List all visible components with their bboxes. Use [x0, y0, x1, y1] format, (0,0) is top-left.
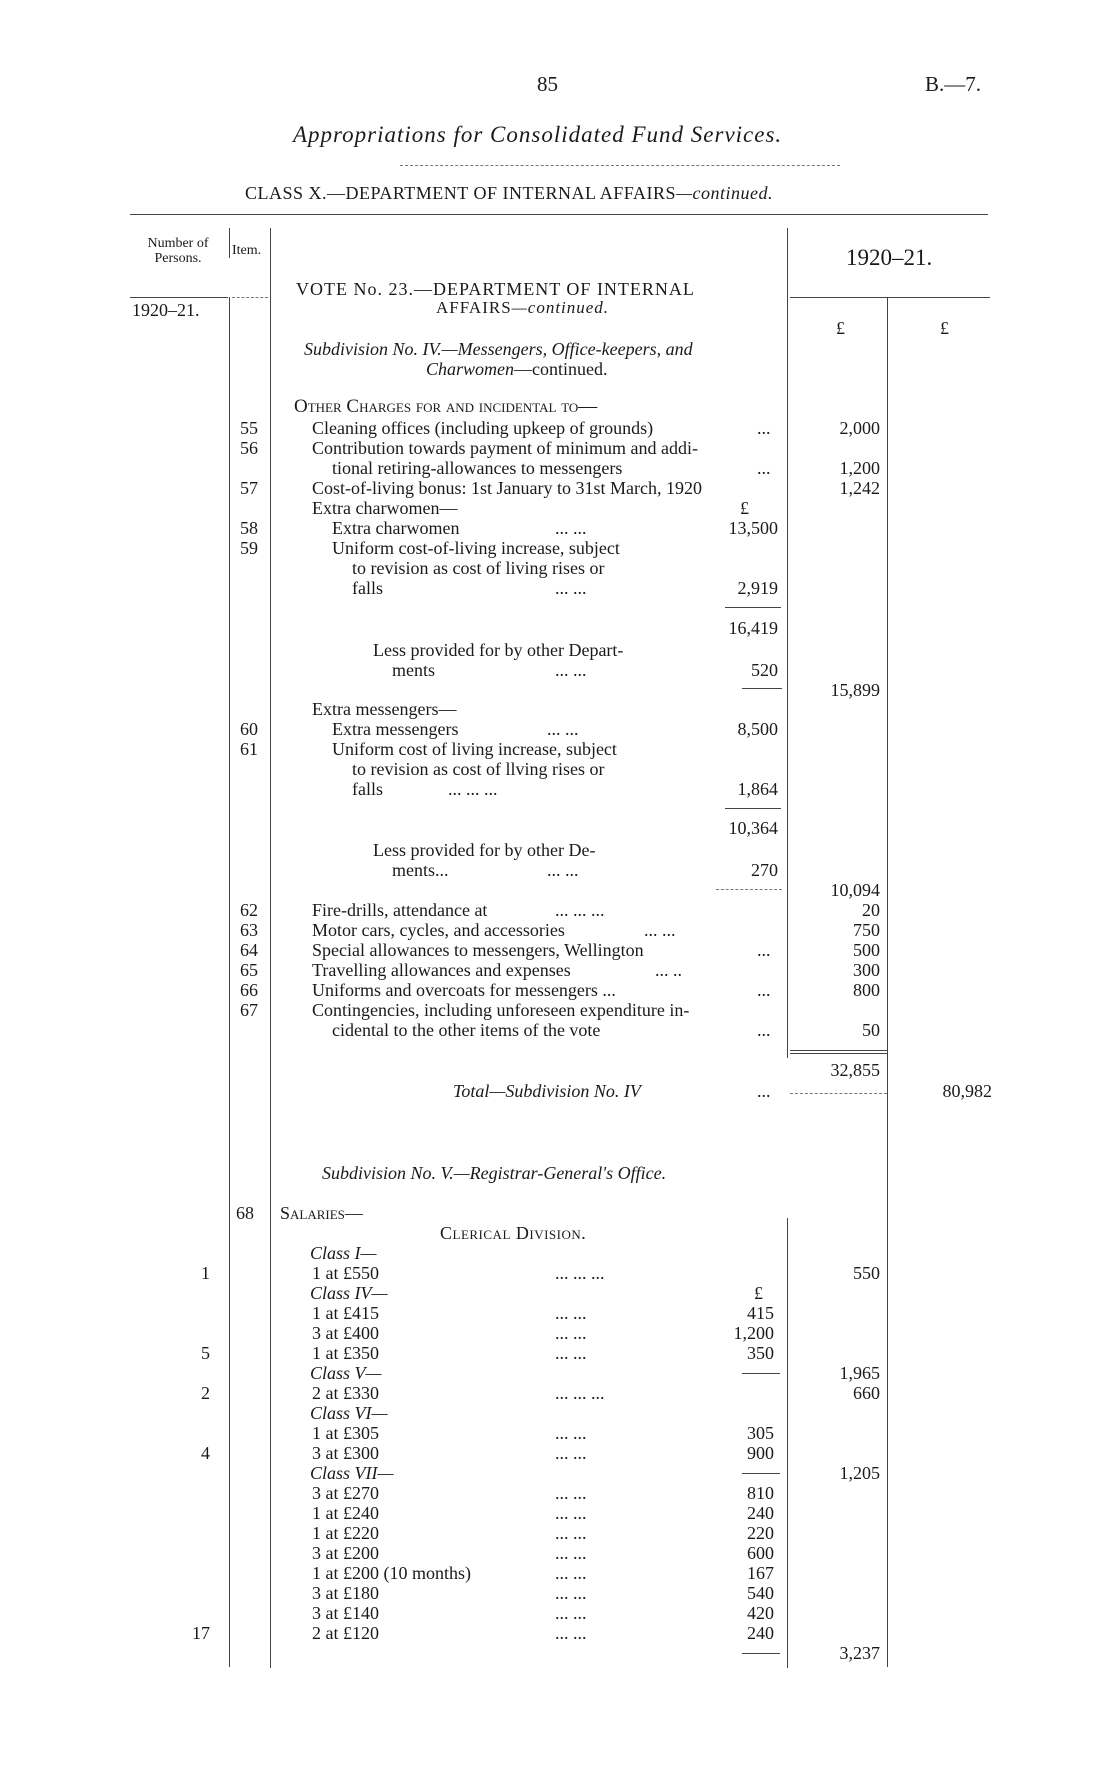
title-rule [400, 165, 840, 166]
class-iv-total-rule [742, 1373, 780, 1374]
other-charges-heading: Other Charges for and incidental to— [294, 396, 598, 417]
class-vi-line-2: 3 at £300 [312, 1443, 379, 1463]
class-vi-total: 1,205 [839, 1463, 880, 1483]
class-v-amount: 660 [853, 1383, 880, 1403]
document-reference: B.—7. [925, 72, 982, 96]
item-62-text: Fire-drills, attendance at [312, 900, 488, 920]
item-66-text: Uniforms and overcoats for messengers ... [312, 980, 616, 1000]
class-vii-amount-5: 167 [747, 1563, 774, 1583]
item-61-dots: ... ... ... [448, 779, 498, 799]
class-vii-amount-4: 600 [747, 1543, 774, 1563]
item-63-dots: ... ... [644, 920, 676, 940]
class-vii-dots-2: ... ... [555, 1503, 587, 1523]
charwomen-net: 15,899 [830, 680, 880, 700]
salaries-heading: Salaries— [280, 1203, 363, 1223]
class-vii-line-2: 1 at £240 [312, 1503, 379, 1523]
item-58-number: 58 [240, 518, 258, 538]
item-59-dots: ... ... [555, 578, 587, 598]
class-i-amount: 550 [853, 1263, 880, 1283]
class-vii-dots-6: ... ... [555, 1583, 587, 1603]
item-62-number: 62 [240, 900, 258, 920]
class-iv-dots-2: ... ... [555, 1323, 587, 1343]
currency-header-2: £ [940, 318, 949, 338]
class-vii-total-rule [742, 1653, 780, 1654]
charwomen-subtotal-rule [725, 607, 781, 608]
item-55-dots: ... [757, 418, 771, 438]
class-heading-main: CLASS X.—DEPARTMENT OF INTERNAL AFFAIRS [245, 183, 676, 203]
item-64-text: Special allowances to messengers, Wellington [312, 940, 644, 960]
item-header: Item. [232, 243, 262, 258]
class-vii-line-8: 2 at £120 [312, 1623, 379, 1643]
table-top-rule [130, 214, 988, 215]
class-vii-dots-8: ... ... [555, 1623, 587, 1643]
item-59-text-1: Uniform cost-of-living increase, subject [332, 538, 620, 558]
class-vi-amount-2: 900 [747, 1443, 774, 1463]
class-v-label: Class V— [310, 1363, 382, 1383]
rule-desc-amount [787, 228, 788, 1058]
item-60-text: Extra messengers [332, 719, 459, 739]
charwomen-less-line2: ments [392, 660, 435, 680]
total-subdivision-iv-amount: 80,982 [942, 1081, 992, 1101]
item-67-amount: 50 [862, 1020, 880, 1040]
class-v-line: 2 at £330 [312, 1383, 379, 1403]
class-iv-line-3: 1 at £350 [312, 1343, 379, 1363]
class-vii-amount-3: 220 [747, 1523, 774, 1543]
class-vi-label: Class VI— [310, 1403, 388, 1423]
messengers-subtotal-rule [725, 808, 781, 809]
class-i-line: 1 at £550 [312, 1263, 379, 1283]
item-61-amount: 1,864 [737, 779, 778, 799]
column-total-rule-2 [790, 1053, 887, 1054]
amount-head-rule [790, 297, 990, 298]
class-iv-total: 1,965 [839, 1363, 880, 1383]
currency-header-1: £ [836, 318, 845, 338]
subdivision-iv-heading-line2 [426, 359, 608, 380]
total-subdivision-iv-dots: ... [757, 1081, 771, 1101]
class-vii-persons: 17 [192, 1623, 210, 1643]
charwomen-less-dots: ... ... [555, 660, 587, 680]
item-64-amount: 500 [853, 940, 880, 960]
class-i-label: Class I— [310, 1243, 377, 1263]
item-64-dots: ... [757, 940, 771, 960]
class-vii-line-3: 1 at £220 [312, 1523, 379, 1543]
charwomen-net-rule [742, 688, 782, 689]
class-heading [245, 183, 773, 204]
item-67-text: Contingencies, including unforeseen expenditure in- [312, 1000, 690, 1020]
vote-title-continued: —continued. [511, 298, 610, 317]
persons-head-rule [130, 297, 228, 298]
item-67-dots: ... [757, 1020, 771, 1040]
extra-charwomen-currency: £ [740, 498, 749, 518]
item-57-number: 57 [240, 478, 258, 498]
item-65-amount: 300 [853, 960, 880, 980]
class-iv-dots-1: ... ... [555, 1303, 587, 1323]
item-61-number: 61 [240, 739, 258, 759]
extra-charwomen-heading: Extra charwomen— [312, 498, 458, 518]
number-of-persons-header: Number of Persons. [147, 236, 209, 266]
total-subdivision-iv-rule [790, 1093, 887, 1094]
item-61-text-1: Uniform cost of living increase, subject [332, 739, 617, 759]
rule-amount-amount [887, 297, 888, 1667]
class-iv-dots-3: ... ... [555, 1343, 587, 1363]
item-67-text-cont: cidental to the other items of the vote [332, 1020, 601, 1040]
class-iv-amount-1: 415 [747, 1303, 774, 1323]
class-vi-dots-2: ... ... [555, 1443, 587, 1463]
item-63-number: 63 [240, 920, 258, 940]
subdivision-iv-heading-line1: Subdivision No. IV.—Messengers, Office-keepers, and [304, 339, 693, 359]
class-vi-dots-1: ... ... [555, 1423, 587, 1443]
class-i-persons: 1 [201, 1263, 210, 1283]
class-vi-amount-1: 305 [747, 1423, 774, 1443]
page-number: 85 [537, 72, 558, 96]
class-iv-label: Class IV— [310, 1283, 388, 1303]
item-59-amount: 2,919 [737, 578, 778, 598]
class-vi-total-rule [742, 1473, 780, 1474]
class-iv-amount-2: 1,200 [733, 1323, 774, 1343]
class-vii-line-4: 3 at £200 [312, 1543, 379, 1563]
total-subdivision-iv-label: Total—Subdivision No. IV [453, 1081, 641, 1101]
column-total-rule-1 [790, 1050, 887, 1051]
year-header: 1920–21. [846, 245, 933, 270]
class-v-dots: ... ... ... [555, 1383, 605, 1403]
vote-title-main: AFFAIRS [436, 298, 512, 317]
page-title: Appropriations for Consolidated Fund Services. [293, 122, 783, 147]
rule-item-desc [270, 228, 271, 1668]
class-iv-line-1: 1 at £415 [312, 1303, 379, 1323]
item-65-dots: ... .. [655, 960, 682, 980]
item-62-dots: ... ... ... [555, 900, 605, 920]
messengers-less-line2: ments... [392, 860, 449, 880]
item-55-number: 55 [240, 418, 258, 438]
class-iv-currency: £ [754, 1283, 763, 1303]
messengers-less-line1: Less provided for by other De- [373, 840, 596, 860]
column-total: 32,855 [830, 1060, 880, 1080]
item-66-dots: ... [757, 980, 771, 1000]
charwomen-subtotal: 16,419 [728, 618, 778, 638]
subdivision-iv-heading-main: Charwomen [426, 359, 515, 379]
item-65-text: Travelling allowances and expenses [312, 960, 571, 980]
item-63-amount: 750 [853, 920, 880, 940]
class-vii-total: 3,237 [839, 1643, 880, 1663]
item-56-text: Contribution towards payment of minimum and addi- [312, 438, 698, 458]
class-vi-persons: 4 [201, 1443, 210, 1463]
class-vii-line-5: 1 at £200 (10 months) [312, 1563, 471, 1583]
messengers-less-amount: 270 [751, 860, 778, 880]
item-67-number: 67 [240, 1000, 258, 1020]
rule-persons-item-head [229, 228, 230, 258]
class-iv-amount-3: 350 [747, 1343, 774, 1363]
class-vi-line-1: 1 at £305 [312, 1423, 379, 1443]
subdivision-v-heading: Subdivision No. V.—Registrar-General's Office. [322, 1163, 667, 1183]
class-vii-line-1: 3 at £270 [312, 1483, 379, 1503]
item-head-rule [232, 297, 268, 298]
messengers-less-dots: ... ... [547, 860, 579, 880]
rule-desc-amount-lower [787, 1218, 788, 1668]
item-56-text-cont: tional retiring-allowances to messengers [332, 458, 623, 478]
class-vii-amount-1: 810 [747, 1483, 774, 1503]
item-63-text: Motor cars, cycles, and accessories [312, 920, 565, 940]
clerical-division-heading: Clerical Division. [440, 1223, 587, 1243]
class-iv-persons: 5 [201, 1343, 210, 1363]
class-vii-label: Class VII— [310, 1463, 394, 1483]
messengers-net-rule [716, 889, 782, 890]
class-i-dots: ... ... ... [555, 1263, 605, 1283]
item-58-dots: ... ... [555, 518, 587, 538]
item-60-dots: ... ... [547, 719, 579, 739]
vote-title-line2 [436, 298, 609, 318]
class-vii-amount-8: 240 [747, 1623, 774, 1643]
class-heading-continued: —continued. [676, 183, 773, 203]
item-56-amount: 1,200 [839, 458, 880, 478]
item-66-amount: 800 [853, 980, 880, 1000]
class-vii-amount-2: 240 [747, 1503, 774, 1523]
class-vii-amount-6: 540 [747, 1583, 774, 1603]
item-66-number: 66 [240, 980, 258, 1000]
item-56-dots: ... [757, 458, 771, 478]
class-vii-line-7: 3 at £140 [312, 1603, 379, 1623]
item-68-number: 68 [236, 1203, 254, 1223]
item-58-text: Extra charwomen [332, 518, 460, 538]
item-57-amount: 1,242 [839, 478, 880, 498]
charwomen-less-amount: 520 [751, 660, 778, 680]
item-57-text: Cost-of-living bonus: 1st January to 31st March, 1920 [312, 478, 702, 498]
item-61-text-2: to revision as cost of llving rises or [352, 759, 605, 779]
item-64-number: 64 [240, 940, 258, 960]
messengers-net: 10,094 [830, 880, 880, 900]
rule-persons-item [229, 297, 230, 1667]
item-62-amount: 20 [862, 900, 880, 920]
vote-title-line1: VOTE No. 23.—DEPARTMENT OF INTERNAL [296, 279, 695, 299]
class-vii-dots-4: ... ... [555, 1543, 587, 1563]
item-58-amount: 13,500 [728, 518, 778, 538]
item-55-amount: 2,000 [839, 418, 880, 438]
class-vii-dots-5: ... ... [555, 1563, 587, 1583]
persons-year-header: 1920–21. [132, 300, 200, 320]
class-vii-dots-3: ... ... [555, 1523, 587, 1543]
class-vii-dots-1: ... ... [555, 1483, 587, 1503]
item-61-text-3: falls [352, 779, 383, 799]
item-59-number: 59 [240, 538, 258, 558]
charwomen-less-line1: Less provided for by other Depart- [373, 640, 624, 660]
item-60-amount: 8,500 [737, 719, 778, 739]
class-v-persons: 2 [201, 1383, 210, 1403]
item-60-number: 60 [240, 719, 258, 739]
class-vii-dots-7: ... ... [555, 1603, 587, 1623]
messengers-subtotal: 10,364 [728, 818, 778, 838]
item-59-text-2: to revision as cost of living rises or [352, 558, 605, 578]
item-55-text: Cleaning offices (including upkeep of grounds) [312, 418, 654, 438]
class-vii-line-6: 3 at £180 [312, 1583, 379, 1603]
subdivision-iv-heading-continued: —continued. [514, 359, 608, 379]
class-iv-line-2: 3 at £400 [312, 1323, 379, 1343]
extra-messengers-heading: Extra messengers— [312, 699, 457, 719]
item-56-number: 56 [240, 438, 258, 458]
class-vii-amount-7: 420 [747, 1603, 774, 1623]
item-59-text-3: falls [352, 578, 383, 598]
item-65-number: 65 [240, 960, 258, 980]
